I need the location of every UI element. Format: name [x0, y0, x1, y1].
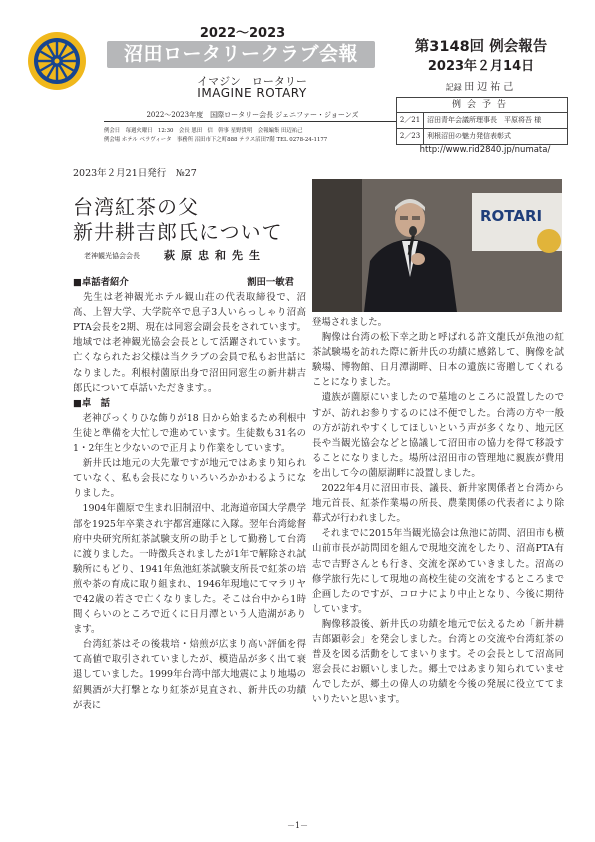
- article-title-line1: 台湾紅茶の父: [73, 195, 199, 219]
- schedule-text: 利根沼田の魅力発信表彰式: [427, 132, 511, 140]
- report-date: 2023年２月14日: [427, 59, 535, 74]
- intro-heading-row: [73, 275, 306, 290]
- paragraph: それまでに2015年当観光協会は魚池に訪問、沼田市も横山前市長が訪問団を組んで現地交流をしたり、沼高PTA有志で吉野さんとも行き、交流を深めていきました。沼高の修学旅行先にして現地の高校生徒の交流をするところまで企画したのですが、コロナにより中止となり、今後に期待しています。: [312, 528, 564, 615]
- article-title-line2: 新井耕吉郎氏について: [73, 220, 283, 244]
- intro-heading: ■卓話者紹介: [73, 277, 129, 288]
- term-label: 2022～2023: [199, 26, 286, 41]
- schedule-row: [397, 113, 567, 129]
- issue-line: 2023年２月21日発行 №27: [73, 168, 197, 179]
- report-number: 第3148回 例会報告: [414, 39, 548, 55]
- paragraph: 先生は老神観光ホテル観山荘の代表取締役で、沼高、上智大学、大学院卒で息子3人いらっしゃり沼高PTA会長を2期、現在は同窓会副会長をされています。地域では老神観光協会会長として活躍されています。亡くなられたお父様は当クラブの会員で私もお世話になりました。利根村薗原出身で沼田同窓生の新井耕吉郎氏について卓話いただきます。。: [73, 292, 306, 394]
- club-name-banner: 沼田ロータリークラブ会報: [107, 41, 375, 68]
- schedule-date: 2／23: [397, 129, 424, 144]
- talk-heading: ■卓 話: [73, 397, 110, 409]
- rotary-wheel-logo: [26, 30, 88, 92]
- paragraph: 登場されました。: [312, 317, 388, 328]
- recorder-name: 田辺祐己: [464, 82, 517, 93]
- speaker-photo: [312, 179, 562, 312]
- paragraph: 2022年4月に沼田市長、議長、新井家関係者と台湾から地元首長、紅茶作業場の所長、農業関係の代表者により除幕式が行われました。: [312, 483, 564, 525]
- paragraph: 新井氏は地元の大先輩ですが地元ではあまり知られていなく、私も会長になりいろいろかかわるようになりました。: [73, 458, 306, 500]
- speaker-name: 萩原忠和先生: [164, 249, 266, 262]
- header-divider: [104, 121, 397, 122]
- schedule-heading: 例会予告: [397, 98, 567, 113]
- report-header: [398, 31, 564, 81]
- schedule-date: 2／21: [397, 113, 424, 128]
- paragraph: 老神びっくりひな飾りが18 日から始まるため利根中生徒と準備を大忙しで進めています。生徒数も31名の1・2年生と少ないので正月より作業をしています。: [73, 412, 306, 455]
- theme-english: IMAGINE ROTARY: [197, 86, 307, 100]
- speaker-affiliation: 老神観光協会会長: [84, 252, 140, 260]
- theme-japanese: イマジン ロータリー: [197, 75, 307, 88]
- paragraph: 台湾紅茶はその後栽培・焙煎が広まり高い評価を得て高値で取引されていましたが、模造品が多く出て衰退していました。1999年台湾中部大地震により地場の紹興酒が大打撃となり紅茶が見直され、新井氏の功績が表に: [73, 639, 306, 711]
- paragraph: 1904年薗原で生まれ旧制沼中、北海道帝国大学農学部を1925年卒業され宇都宮連隊に入隊。翌年台湾総督府中央研究所紅茶試験支所の助手として勤務して台湾に渡りました。一時徴兵されましたが1年で解除され試験所にもどり、1941年魚池紅茶試験支所長で紅茶の培煎や茶の育成に取り組まれ、1946年現地にてマラリヤで42歳の若さで亡くなりました。そこは台中から1時間くらいのところで近くに日月潭という人造湖があります。: [73, 503, 306, 636]
- intro-presenter: 割田一敏君: [247, 277, 294, 288]
- recorder-label: 記録: [445, 83, 462, 92]
- article-right-column: [312, 315, 564, 707]
- paragraph: 胸像は台湾の松下幸之助と呼ばれる許文龍氏が魚池の紅茶試験場を訪れた際に新井氏の功績に感銘して、胸像を試験場、博物館、日月潭湖畔、日本の遺族に寄贈してくれることになりました。: [312, 332, 564, 389]
- president-line: 2022～2023年度 国際ロータリー会長 ジェニファー・ジョーンズ: [146, 111, 359, 119]
- schedule-row: [397, 129, 567, 144]
- meeting-schedule: [396, 97, 568, 145]
- svg-text:ROTARI: ROTARI: [480, 207, 543, 225]
- paragraph: 遺族が薗原にいましたので墓地のところに設置したのですが、訪れお参りするのには不便でした。台湾の方や一般の方が訪れやすくしてほしいという声が多くなり、地元区長や当観光協会などと協議して沼田市の協力を得て移設することになりました。場所は沼田市の管理地に親族が費用を出して今の薗原湖畔に設置しました。: [312, 392, 564, 479]
- article-left-column: [73, 275, 306, 713]
- schedule-text: 沼田青年会議所理事長 平原将吾 様: [427, 116, 542, 124]
- paragraph: 胸像移設後、新井氏の功績を地元で伝えるため「新井耕吉郎顕彰会」を発会しました。台湾との交流や台湾紅茶の普及を図る活動をしてまいります。その会長として沼高同窓会長にお願いしました。郷土ではあまり知られていませんでしたが、郷土の偉人の功績を今後の発展に役立ててまいりたいと思います。: [312, 618, 564, 706]
- recorder: [398, 78, 564, 93]
- website-url[interactable]: http://www.rid2840.jp/numata/: [419, 145, 551, 155]
- page-number: －1－: [286, 821, 309, 830]
- meeting-info: 例会日 毎週火曜日 12:30 会長 恩田 信 幹事 星野貴明 会報編集 田辺祐己: [104, 128, 303, 134]
- office-info: 例会場 ホテル ベラヴィータ 事務所 沼田市下之町888 テラス沼田7階 TEL 0278-24-1177: [104, 137, 328, 143]
